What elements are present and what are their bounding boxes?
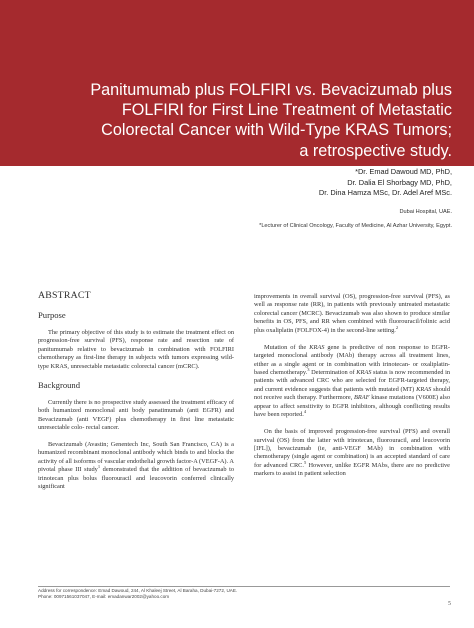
left-column [38, 290, 234, 500]
text-span: should not receive such therapy. Furthermore, [254, 385, 450, 402]
title-line: FOLFIRI for First Line Treatment of Metastatic [121, 101, 452, 120]
body-paragraph [254, 293, 450, 335]
background-heading: Background [38, 379, 81, 390]
text-span: improvements in overall survival (OS), progression-free survival (PFS), as well as response rate (RR), in patients with previously untreated metastatic colorectal cancer (MCRC). Bevacizumab was also shown to produce similar benefits in OS, PFS, and RR when combined with fluorouracil/folinic acid plus oxaliplatin (FOLFOX-4) in the second-line setting. [254, 293, 450, 334]
gene-name: KRAS [416, 385, 432, 393]
title-line: a retrospective study. [299, 141, 452, 160]
text-span: gene is predictive of non response to EGFR-targeted monoclonal antibody (MAb) therapy across all treatment lines, either as a single agent or in combination with irinotecan- or oxaliplatin-based chemotherapy. [254, 343, 450, 377]
author-list [152, 167, 452, 199]
title-line: Colorectal Cancer with Wild-Type KRAS Tumors; [101, 121, 452, 140]
text-span: kinase mutations (V600E) also appear to affect sensitivity to EGFR inhibitors, although conflicting results have been reported. [254, 394, 450, 419]
background-paragraph [38, 441, 234, 492]
background-paragraph: Currently there is no prospective study assessed the treatment efficacy of both humanized monoclonal anti body panatimumab (anti EGFR) and Bevacizumab (anti VEGF) plus chemotherapy in first line metastatic unresectable colo- rectal cancer. [38, 398, 234, 432]
author-line: Dr. Dalia El Shorbagy MD, PhD, [347, 177, 452, 187]
author-line: Dr. Dina Hamza MSc, Dr. Adel Aref MSc. [318, 188, 452, 198]
lecturer-affiliation: *Lecturer of Clinical Oncology, Faculty of Medicine, Al Azhar University, Egypt. [259, 223, 452, 229]
right-column [254, 293, 450, 487]
author-line: *Dr. Emad Dawoud MD, PhD, [355, 167, 452, 176]
text-span: status is now recommended in patients with advanced CRC who are selected for EGFR-targeted therapy, and current evidence suggests that patients with mutated (MT) [254, 369, 451, 393]
body-paragraph [254, 344, 450, 420]
body-paragraph [254, 428, 450, 479]
text-span: Bevacizumab (Avastin; Genentech Inc, South San Francisco, CA) is a humanized recombinant monoclonal antibody which binds to and blocks the activity of all isoforms of vascular endothelial growth factor-A (VEGF-A). A pivotal phase III study [38, 440, 234, 474]
citation-ref: 4 [303, 409, 307, 415]
abstract-heading: ABSTRACT [38, 290, 91, 301]
purpose-paragraph: The primary objective of this study is to estimate the treatment effect on progression-free survival (PFS), response rate and resection rate of panitumumab relative to bevacizumab in combination with FOLFIRI chemotherapy as first-line therapy in subjects with tumors expressing wild-type KRAS, unresectable metastatic colorectal cancer (mCRC). [38, 329, 234, 370]
citation-ref: 3 [307, 366, 310, 372]
citation-ref: 1 [97, 464, 101, 470]
gene-name: BRAF [354, 394, 370, 402]
footer-address: Address for correspondence: Emad Dawoud, 244, Al Khaleej Street, Al Baraha, Dubai-7272, UAE. [38, 588, 238, 593]
page-number: 5 [448, 601, 451, 607]
citation-ref: 2 [395, 324, 399, 330]
hospital-affiliation: Dubai Hospital, UAE. [399, 209, 452, 215]
text-span: Determination of [309, 369, 357, 377]
text-span: On the basis of improved progression-free survival (PFS) and overall survival (OS) from the latter with irinotecan, fluorouracil, and leucovorin [IFL]), bevacizumab (ie, anti-VEGF MAb) in combination with chemotherapy (single agent or combination) is an accepted standard of care for advanced CRC. [254, 428, 450, 469]
title-line: Panitumumab plus FOLFIRI vs. Bevacizumab plus [90, 81, 452, 99]
correspondence-footer [38, 588, 368, 601]
citation-ref: 5 [304, 459, 307, 465]
article-title [40, 80, 452, 161]
text-span: demonstrated that the addition of bevacizumab to irinotecan plus bolus fluorouracil and leucovorin conferred clinically significant [38, 466, 235, 491]
text-span: However, unlike EGFR MAbs, there are no predictive markers to assist in patient selection [254, 461, 450, 478]
footer-contact: Phone: 00971561037047, E-mail: emadanwar2002@yahoo.com [38, 594, 170, 600]
purpose-heading: Purpose [38, 310, 66, 320]
footer-divider [38, 586, 450, 587]
gene-name: KRAS [356, 369, 372, 377]
gene-name: KRAS [309, 343, 325, 351]
text-span: Mutation of the [264, 343, 310, 351]
